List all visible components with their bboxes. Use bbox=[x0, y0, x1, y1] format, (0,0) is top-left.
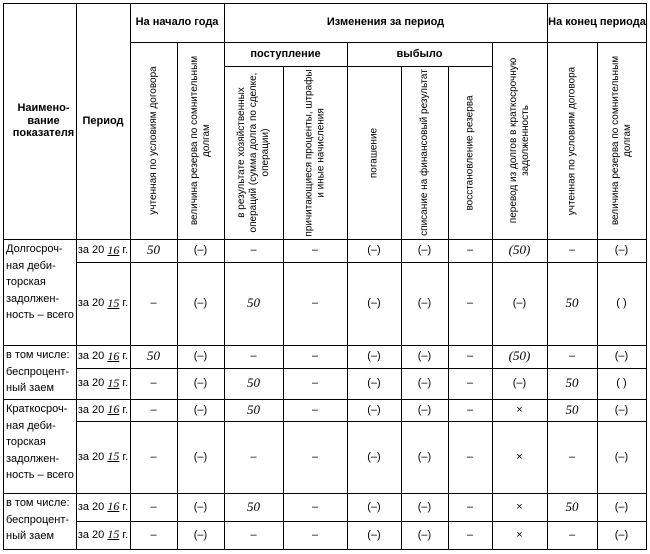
table-cell: – bbox=[150, 377, 157, 390]
table-cell: (–) bbox=[367, 350, 381, 363]
table-cell: (–) bbox=[614, 528, 629, 541]
income-header: поступление bbox=[250, 47, 321, 60]
table-cell: – bbox=[311, 377, 319, 390]
table-cell: – bbox=[466, 350, 474, 363]
period-cell: за 20 16 г. bbox=[77, 402, 129, 417]
period-cell: за 20 15 г. bbox=[77, 295, 129, 310]
table-cell: – bbox=[311, 450, 319, 463]
col-end-contract: учтенная по условиям договора bbox=[566, 66, 577, 215]
table-cell: (–) bbox=[193, 297, 208, 310]
table-cell: (–) bbox=[367, 450, 381, 463]
table-cell: – bbox=[568, 244, 576, 257]
table-cell: (–) bbox=[193, 500, 208, 513]
col-writeoff: списание на финансовый результат bbox=[418, 69, 430, 236]
table-cell: × bbox=[516, 528, 523, 541]
table-cell: (–) bbox=[193, 244, 208, 257]
table-cell: – bbox=[250, 528, 257, 541]
table-cell: (–) bbox=[367, 403, 381, 416]
start-of-year-header: На начало года bbox=[135, 16, 219, 29]
table-cell: – bbox=[466, 500, 474, 513]
table-cell: – bbox=[466, 377, 474, 390]
table-cell: 50 bbox=[565, 375, 579, 391]
table-cell: (50) bbox=[508, 348, 531, 364]
table-cell: – bbox=[250, 244, 257, 257]
period-cell: за 20 15 г. bbox=[77, 527, 129, 542]
table-cell: – bbox=[250, 450, 257, 463]
table-cell: ( ) bbox=[616, 377, 627, 390]
table-cell: – bbox=[311, 297, 319, 310]
row-group-label: Краткосроч-ная деби-торская задолжен-ность – всего bbox=[6, 403, 74, 481]
table-cell: × bbox=[516, 500, 523, 513]
col-end-reserve: величина резерва по сомнительным долгам bbox=[609, 55, 633, 226]
table-border-right bbox=[646, 3, 647, 550]
table-cell: – bbox=[466, 297, 474, 310]
period-cell: за 20 15 г. bbox=[77, 375, 129, 390]
table-cell: (–) bbox=[614, 403, 629, 416]
table-cell: (–) bbox=[417, 244, 432, 257]
end-of-period-header: На конец периода bbox=[548, 16, 646, 29]
table-cell: – bbox=[466, 403, 474, 416]
table-cell: – bbox=[311, 350, 319, 363]
table-cell: (–) bbox=[614, 244, 629, 257]
table-cell: 50 bbox=[247, 498, 260, 514]
table-cell: – bbox=[311, 528, 319, 541]
table-cell: (–) bbox=[367, 528, 381, 541]
period-cell: за 20 16 г. bbox=[77, 499, 129, 514]
table-cell: (–) bbox=[193, 377, 208, 390]
table-cell: – bbox=[250, 350, 257, 363]
table-cell: (–) bbox=[614, 350, 629, 363]
table-cell: (–) bbox=[193, 528, 208, 541]
table-cell: – bbox=[311, 500, 319, 513]
table-cell: (–) bbox=[193, 403, 208, 416]
table-cell: 50 bbox=[565, 498, 579, 514]
period-cell: за 20 16 г. bbox=[77, 242, 129, 257]
period-cell: за 20 15 г. bbox=[77, 449, 129, 464]
table-cell: – bbox=[466, 244, 474, 257]
table-cell: (–) bbox=[367, 377, 381, 390]
table-cell: (–) bbox=[417, 500, 432, 513]
receivables-table bbox=[3, 3, 647, 551]
table-cell: 50 bbox=[565, 295, 579, 311]
table-cell: 50 bbox=[147, 348, 160, 364]
changes-header: Изменения за период bbox=[326, 16, 445, 29]
table-cell: – bbox=[568, 528, 576, 541]
table-cell: (–) bbox=[193, 350, 208, 363]
table-cell: – bbox=[150, 297, 157, 310]
table-cell: 50 bbox=[565, 401, 579, 417]
table-cell: (–) bbox=[417, 297, 432, 310]
col-restore: восстановление резерва bbox=[464, 94, 475, 211]
col-start-contract: учтенная по условиям договора bbox=[147, 66, 159, 215]
table-cell: (–) bbox=[367, 244, 381, 257]
col-repay: погашение bbox=[368, 127, 379, 178]
col-start-reserve: величина резерва по сомнительным долгам bbox=[188, 55, 212, 226]
table-cell: – bbox=[150, 528, 157, 541]
table-cell: – bbox=[568, 450, 576, 463]
col-income-ops: в результате хозяйственных операций (сумма долга по сделке, операции) bbox=[235, 72, 271, 233]
indicator-header: Наимено-вание показателя bbox=[12, 102, 75, 140]
table-cell: 50 bbox=[247, 295, 260, 311]
table-cell: (–) bbox=[417, 450, 432, 463]
table-cell: (–) bbox=[417, 528, 432, 541]
table-border-bottom bbox=[3, 549, 647, 550]
table-cell: (–) bbox=[417, 350, 432, 363]
table-cell: – bbox=[466, 528, 474, 541]
table-cell: – bbox=[311, 244, 319, 257]
outflow-header: выбыло bbox=[396, 47, 443, 60]
col-income-interest: причитающиеся проценты, штрафы и иные начисления bbox=[303, 68, 326, 237]
table-cell: (50) bbox=[508, 242, 531, 258]
table-cell: – bbox=[150, 500, 157, 513]
table-cell: – bbox=[466, 450, 474, 463]
table-cell: – bbox=[150, 450, 157, 463]
table-cell: – bbox=[568, 350, 576, 363]
table-cell: (–) bbox=[193, 450, 208, 463]
table-cell: × bbox=[516, 403, 523, 416]
table-cell: (–) bbox=[417, 377, 432, 390]
table-cell: – bbox=[150, 403, 157, 416]
table-cell: (–) bbox=[367, 500, 381, 513]
table-cell: 50 bbox=[247, 375, 260, 391]
period-header: Период bbox=[82, 114, 124, 127]
row-group-label: в том числе: беспроцент-ный заем bbox=[6, 497, 70, 542]
table-cell: (–) bbox=[614, 450, 629, 463]
table-cell: (–) bbox=[417, 403, 432, 416]
table-cell: 50 bbox=[147, 242, 160, 258]
row-group-label: Долгосроч-ная деби-торская задолжен-ность – всего bbox=[6, 243, 74, 321]
period-cell: за 20 16 г. bbox=[77, 348, 129, 363]
table-cell: (–) bbox=[512, 377, 527, 390]
row-group-label: в том числе: беспроцент-ный заем bbox=[6, 349, 70, 394]
table-cell: – bbox=[311, 403, 319, 416]
table-cell: (–) bbox=[614, 500, 629, 513]
table-cell: (–) bbox=[512, 297, 527, 310]
col-transfer: перевод из долгов в краткосрочную задолженность bbox=[507, 57, 531, 224]
table-cell: (–) bbox=[367, 297, 381, 310]
table-cell: × bbox=[516, 450, 523, 463]
table-cell: ( ) bbox=[616, 297, 627, 310]
table-cell: 50 bbox=[247, 401, 260, 417]
